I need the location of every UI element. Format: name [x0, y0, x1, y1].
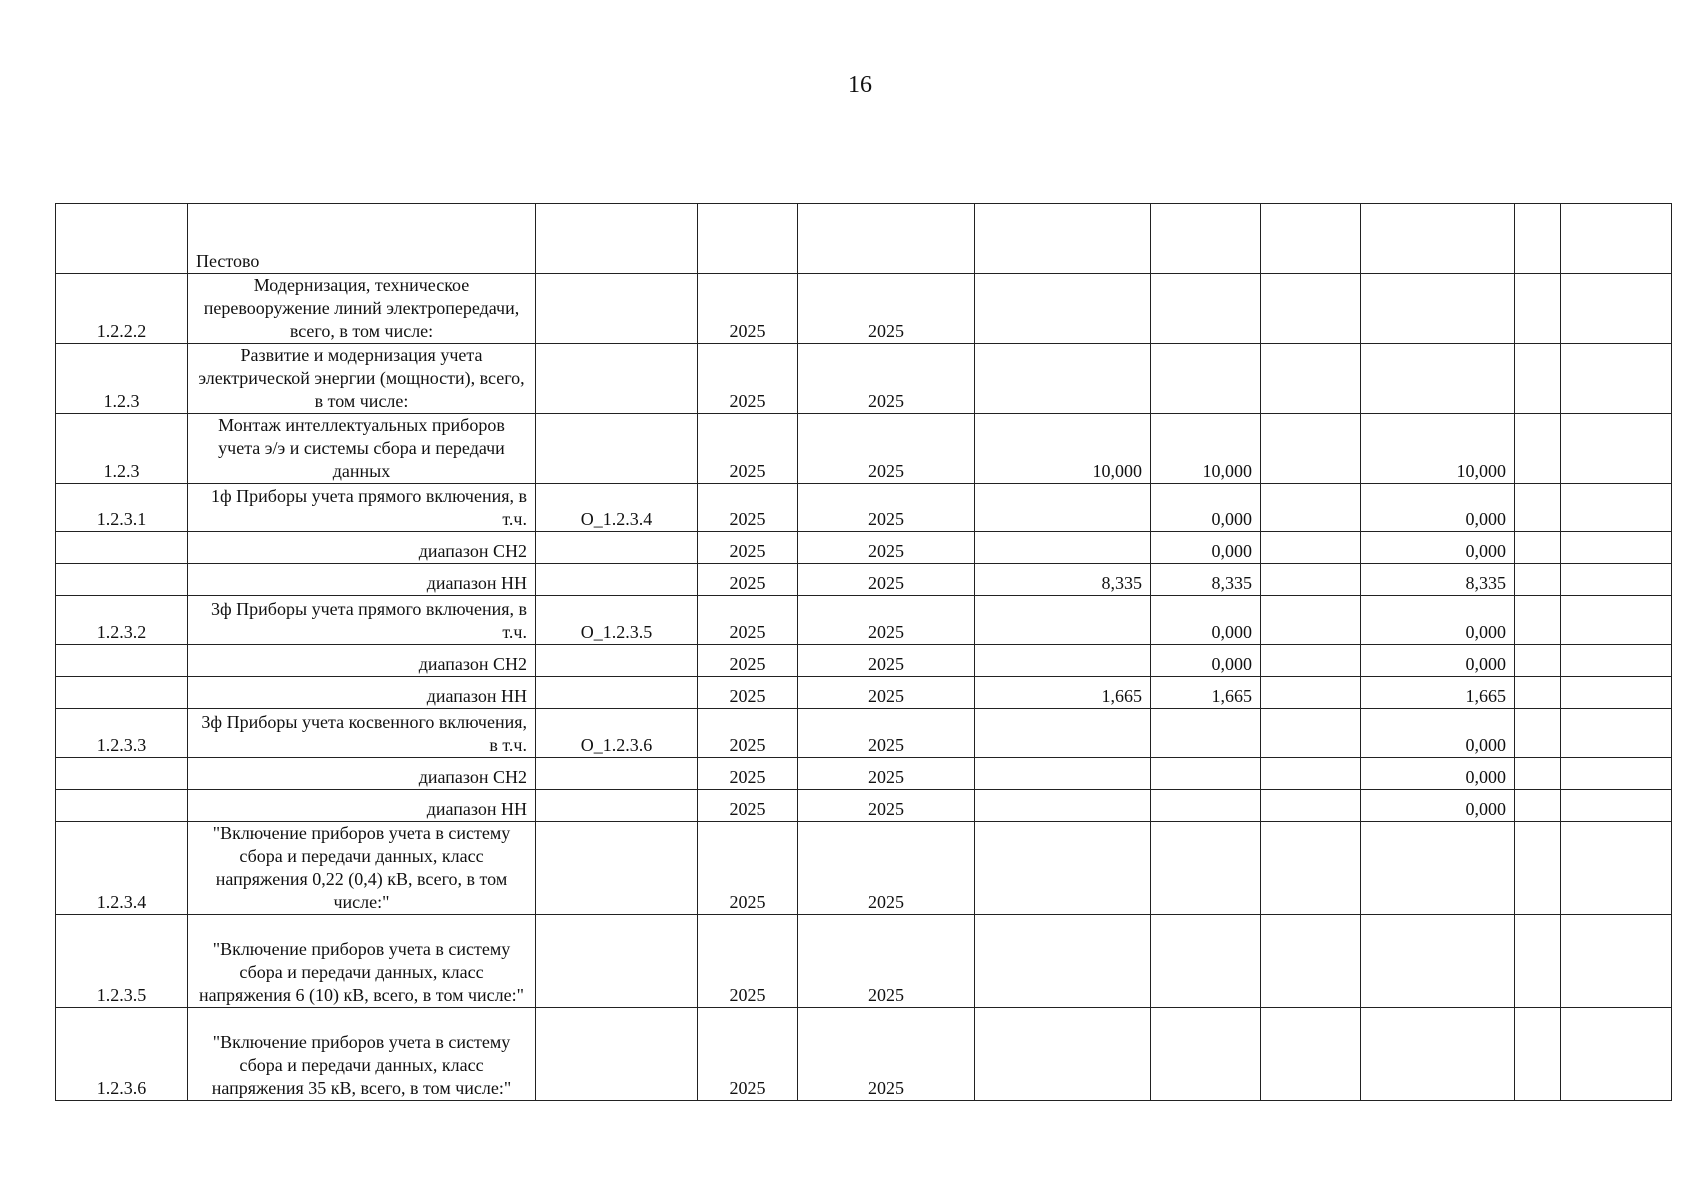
value-2: 10,000 — [1151, 414, 1261, 484]
value-1 — [975, 274, 1151, 344]
value-5 — [1515, 1008, 1561, 1101]
value-5 — [1515, 596, 1561, 645]
start-year: 2025 — [698, 596, 798, 645]
row-name: Пестово — [188, 204, 536, 274]
row-name: "Включение приборов учета в систему сбора и передачи данных, класс напряжения 6 (10) кВ, всего, в том числе:" — [188, 915, 536, 1008]
value-6 — [1561, 564, 1672, 596]
value-4: 0,000 — [1361, 645, 1515, 677]
end-year: 2025 — [798, 709, 975, 758]
value-5 — [1515, 414, 1561, 484]
value-2: 8,335 — [1151, 564, 1261, 596]
value-2: 0,000 — [1151, 532, 1261, 564]
value-2 — [1151, 274, 1261, 344]
value-5 — [1515, 532, 1561, 564]
value-5 — [1515, 709, 1561, 758]
value-5 — [1515, 564, 1561, 596]
value-1: 10,000 — [975, 414, 1151, 484]
value-6 — [1561, 915, 1672, 1008]
value-2 — [1151, 915, 1261, 1008]
end-year: 2025 — [798, 532, 975, 564]
row-name: диапазон СН2 — [188, 645, 536, 677]
value-4 — [1361, 915, 1515, 1008]
value-4 — [1361, 822, 1515, 915]
row-name: Монтаж интеллектуальных приборов учета э/э и системы сбора и передачи данных — [188, 414, 536, 484]
table-row — [56, 915, 1672, 1008]
value-3 — [1261, 915, 1361, 1008]
table-row — [56, 758, 1672, 790]
row-name: Модернизация, техническое перевооружение линий электропередачи, всего, в том числе: — [188, 274, 536, 344]
row-number: 1.2.3.6 — [56, 1008, 188, 1101]
row-code — [536, 677, 698, 709]
value-6 — [1561, 790, 1672, 822]
value-5 — [1515, 484, 1561, 532]
value-6 — [1561, 414, 1672, 484]
value-4: 0,000 — [1361, 709, 1515, 758]
end-year — [798, 204, 975, 274]
value-6 — [1561, 709, 1672, 758]
value-5 — [1515, 915, 1561, 1008]
value-4 — [1361, 344, 1515, 414]
table-row — [56, 414, 1672, 484]
value-2 — [1151, 758, 1261, 790]
value-1: 1,665 — [975, 677, 1151, 709]
start-year: 2025 — [698, 564, 798, 596]
value-3 — [1261, 758, 1361, 790]
row-name: 3ф Приборы учета прямого включения, в т.ч. — [188, 596, 536, 645]
end-year: 2025 — [798, 822, 975, 915]
row-number — [56, 204, 188, 274]
value-3 — [1261, 822, 1361, 915]
value-4: 8,335 — [1361, 564, 1515, 596]
value-4 — [1361, 204, 1515, 274]
start-year: 2025 — [698, 822, 798, 915]
value-6 — [1561, 484, 1672, 532]
row-number: 1.2.3 — [56, 414, 188, 484]
row-name: "Включение приборов учета в систему сбора и передачи данных, класс напряжения 35 кВ, всего, в том числе:" — [188, 1008, 536, 1101]
row-name: диапазон СН2 — [188, 532, 536, 564]
value-2 — [1151, 204, 1261, 274]
value-1 — [975, 596, 1151, 645]
end-year: 2025 — [798, 414, 975, 484]
end-year: 2025 — [798, 645, 975, 677]
start-year: 2025 — [698, 677, 798, 709]
row-name: "Включение приборов учета в систему сбора и передачи данных, класс напряжения 0,22 (0,4) кВ, всего, в том числе:" — [188, 822, 536, 915]
value-1 — [975, 344, 1151, 414]
row-code: О_1.2.3.6 — [536, 709, 698, 758]
value-1 — [975, 790, 1151, 822]
table-row — [56, 709, 1672, 758]
row-code — [536, 274, 698, 344]
row-code — [536, 1008, 698, 1101]
value-5 — [1515, 822, 1561, 915]
value-4: 0,000 — [1361, 484, 1515, 532]
value-6 — [1561, 677, 1672, 709]
row-code — [536, 344, 698, 414]
value-2 — [1151, 344, 1261, 414]
value-3 — [1261, 274, 1361, 344]
row-number — [56, 564, 188, 596]
row-code — [536, 414, 698, 484]
row-number: 1.2.3.5 — [56, 915, 188, 1008]
value-2 — [1151, 709, 1261, 758]
row-code — [536, 564, 698, 596]
value-1 — [975, 645, 1151, 677]
value-1 — [975, 1008, 1151, 1101]
value-1 — [975, 915, 1151, 1008]
row-name: диапазон СН2 — [188, 758, 536, 790]
row-code — [536, 204, 698, 274]
row-code — [536, 790, 698, 822]
row-code — [536, 822, 698, 915]
table-row — [56, 822, 1672, 915]
value-4: 10,000 — [1361, 414, 1515, 484]
table-row — [56, 790, 1672, 822]
value-1 — [975, 822, 1151, 915]
end-year: 2025 — [798, 915, 975, 1008]
value-1: 8,335 — [975, 564, 1151, 596]
value-6 — [1561, 596, 1672, 645]
value-1 — [975, 758, 1151, 790]
value-2 — [1151, 822, 1261, 915]
table-row — [56, 1008, 1672, 1101]
value-6 — [1561, 532, 1672, 564]
end-year: 2025 — [798, 344, 975, 414]
row-name: 3ф Приборы учета косвенного включения, в т.ч. — [188, 709, 536, 758]
value-5 — [1515, 274, 1561, 344]
value-6 — [1561, 1008, 1672, 1101]
row-code — [536, 915, 698, 1008]
row-code — [536, 758, 698, 790]
row-number: 1.2.3.1 — [56, 484, 188, 532]
value-2: 1,665 — [1151, 677, 1261, 709]
row-number — [56, 677, 188, 709]
start-year: 2025 — [698, 790, 798, 822]
value-2: 0,000 — [1151, 645, 1261, 677]
value-4: 0,000 — [1361, 790, 1515, 822]
table-row — [56, 274, 1672, 344]
start-year: 2025 — [698, 414, 798, 484]
start-year: 2025 — [698, 709, 798, 758]
value-1 — [975, 532, 1151, 564]
row-number — [56, 532, 188, 564]
row-code — [536, 645, 698, 677]
table-row — [56, 677, 1672, 709]
value-3 — [1261, 1008, 1361, 1101]
start-year — [698, 204, 798, 274]
row-number: 1.2.3.3 — [56, 709, 188, 758]
value-3 — [1261, 344, 1361, 414]
row-code: О_1.2.3.5 — [536, 596, 698, 645]
end-year: 2025 — [798, 596, 975, 645]
row-number: 1.2.3.2 — [56, 596, 188, 645]
row-name: диапазон НН — [188, 790, 536, 822]
table-row — [56, 532, 1672, 564]
end-year: 2025 — [798, 1008, 975, 1101]
start-year: 2025 — [698, 758, 798, 790]
row-number: 1.2.2.2 — [56, 274, 188, 344]
row-code — [536, 532, 698, 564]
investment-table — [55, 203, 1672, 1101]
value-4: 0,000 — [1361, 532, 1515, 564]
value-3 — [1261, 596, 1361, 645]
value-3 — [1261, 532, 1361, 564]
value-3 — [1261, 414, 1361, 484]
row-number — [56, 790, 188, 822]
value-3 — [1261, 204, 1361, 274]
row-name: Развитие и модернизация учета электрической энергии (мощности), всего, в том числе: — [188, 344, 536, 414]
value-3 — [1261, 645, 1361, 677]
value-4 — [1361, 274, 1515, 344]
table-row — [56, 484, 1672, 532]
value-2 — [1151, 790, 1261, 822]
value-2: 0,000 — [1151, 484, 1261, 532]
row-number: 1.2.3 — [56, 344, 188, 414]
value-6 — [1561, 758, 1672, 790]
row-name: диапазон НН — [188, 677, 536, 709]
value-6 — [1561, 274, 1672, 344]
value-2 — [1151, 1008, 1261, 1101]
value-5 — [1515, 677, 1561, 709]
value-1 — [975, 709, 1151, 758]
start-year: 2025 — [698, 532, 798, 564]
value-4: 0,000 — [1361, 596, 1515, 645]
start-year: 2025 — [698, 344, 798, 414]
row-name: диапазон НН — [188, 564, 536, 596]
table-row — [56, 564, 1672, 596]
end-year: 2025 — [798, 484, 975, 532]
value-5 — [1515, 790, 1561, 822]
start-year: 2025 — [698, 484, 798, 532]
start-year: 2025 — [698, 645, 798, 677]
value-3 — [1261, 564, 1361, 596]
end-year: 2025 — [798, 677, 975, 709]
value-6 — [1561, 645, 1672, 677]
value-1 — [975, 484, 1151, 532]
value-4: 0,000 — [1361, 758, 1515, 790]
table-row — [56, 204, 1672, 274]
value-6 — [1561, 822, 1672, 915]
value-6 — [1561, 204, 1672, 274]
value-1 — [975, 204, 1151, 274]
value-5 — [1515, 645, 1561, 677]
value-5 — [1515, 758, 1561, 790]
value-3 — [1261, 484, 1361, 532]
row-code: О_1.2.3.4 — [536, 484, 698, 532]
table-row — [56, 596, 1672, 645]
end-year: 2025 — [798, 564, 975, 596]
value-4 — [1361, 1008, 1515, 1101]
value-5 — [1515, 344, 1561, 414]
start-year: 2025 — [698, 274, 798, 344]
page-number: 16 — [848, 72, 872, 98]
value-3 — [1261, 709, 1361, 758]
end-year: 2025 — [798, 274, 975, 344]
value-4: 1,665 — [1361, 677, 1515, 709]
value-5 — [1515, 204, 1561, 274]
start-year: 2025 — [698, 1008, 798, 1101]
row-number — [56, 645, 188, 677]
table-row — [56, 344, 1672, 414]
row-number: 1.2.3.4 — [56, 822, 188, 915]
value-6 — [1561, 344, 1672, 414]
row-number — [56, 758, 188, 790]
value-3 — [1261, 790, 1361, 822]
value-3 — [1261, 677, 1361, 709]
start-year: 2025 — [698, 915, 798, 1008]
end-year: 2025 — [798, 758, 975, 790]
table-row — [56, 645, 1672, 677]
end-year: 2025 — [798, 790, 975, 822]
row-name: 1ф Приборы учета прямого включения, в т.ч. — [188, 484, 536, 532]
value-2: 0,000 — [1151, 596, 1261, 645]
